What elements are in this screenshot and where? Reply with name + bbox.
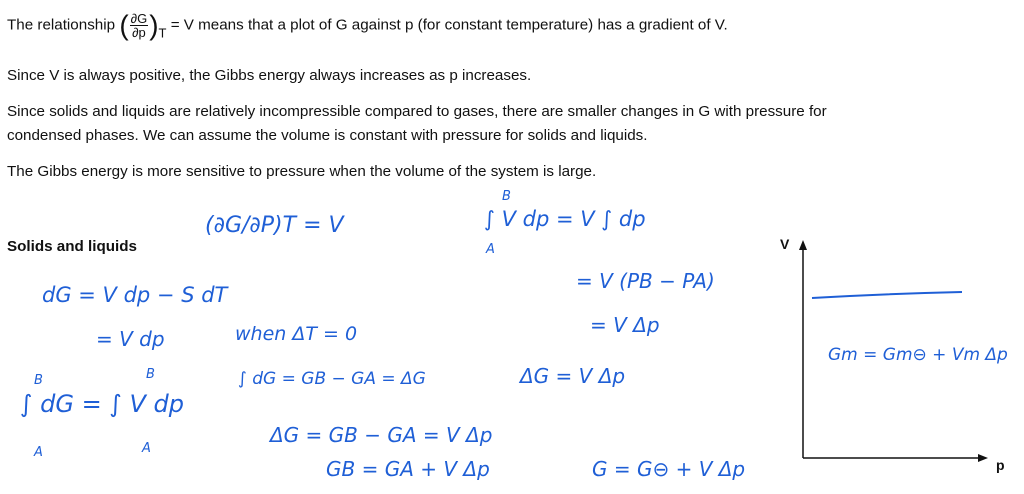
hw-graph-equation: Gm = Gm⊖ + Vm Δp (828, 345, 1008, 365)
hw-integral-left: ∫ dG = ∫ V dp (20, 390, 184, 418)
fraction-numerator: ∂G (130, 11, 148, 26)
v-vs-p-graph (780, 236, 1008, 473)
hw-partial-derivative: (∂G/∂P)T = V (205, 213, 344, 238)
relationship-text-after: = V means that a plot of G against p (for constant temperature) has a gradient of V. (170, 16, 728, 34)
paragraph-incompressible-line-2: condensed phases. We can assume the volume is constant with pressure for solids and liquids. (7, 127, 648, 144)
hw-integral-small: ∫ dG = GB − GA = ΔG (238, 369, 426, 389)
hw-when-dT-zero: when ΔT = 0 (235, 323, 358, 345)
hw-limit-A-mid: A (142, 441, 151, 456)
graph-y-label: V (780, 236, 790, 252)
fraction-denominator: ∂p (132, 25, 146, 40)
graph-x-axis-arrow (978, 454, 988, 462)
hw-eq-vdp: = V dp (96, 327, 165, 351)
graph-constant-volume-line (812, 292, 962, 298)
paragraph-volume-sensitivity: The Gibbs energy is more sensitive to pressure when the volume of the system is large. (7, 163, 597, 180)
hw-limit-B-left: B (34, 373, 43, 388)
hw-integral-right: ∫ V dp = V ∫ dp (484, 207, 646, 231)
hw-eq-v-delta-p: = V Δp (590, 313, 660, 337)
hw-eq-pb-pa: = V (PB − PA) (576, 269, 715, 293)
hw-limit-B-mid: B (146, 367, 155, 382)
graph-y-axis-arrow (799, 240, 807, 250)
paragraph-incompressible-line-1: Since solids and liquids are relatively incompressible compared to gases, there are smaller changes in G with pressure for (7, 103, 827, 120)
hw-GB-line: GB = GA + V Δp (326, 457, 490, 481)
hw-dG-line: dG = V dp − S dT (42, 283, 228, 307)
relationship-text-before: The relationship (7, 16, 116, 34)
paragraph-v-positive: Since V is always positive, the Gibbs energy always increases as p increases. (7, 67, 532, 84)
hw-delta-G-eq-v-delta-p: ΔG = V Δp (520, 364, 626, 388)
hw-limit-A-left: A (34, 445, 43, 460)
hw-delta-G-line: ΔG = GB − GA = V Δp (270, 423, 493, 447)
graph-x-label: p (996, 457, 1005, 473)
hw-G-standard: G = G⊖ + V Δp (592, 457, 746, 481)
section-heading-solids-liquids: Solids and liquids (7, 238, 137, 255)
subscript-T: T (158, 25, 167, 41)
paragraph-relationship: The relationship ( $\frac{\partial G}{\partial p}$ )T = V means that a plot of G against p (for constant temperature) has a gradient of V. (7, 9, 728, 41)
hw-limit-B-right: B (502, 189, 511, 204)
hw-limit-A-right: A (486, 242, 495, 257)
